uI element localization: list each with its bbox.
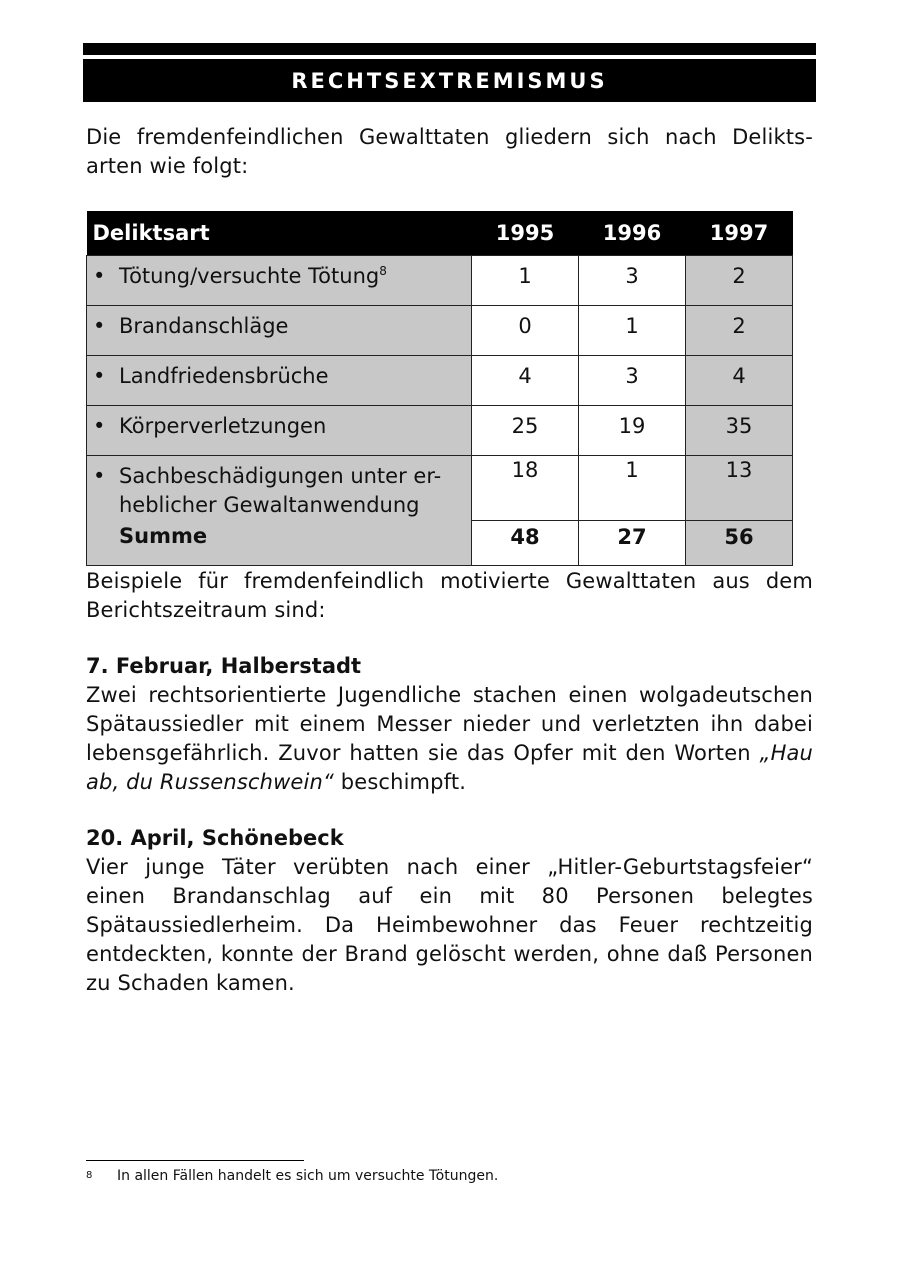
bullet: • <box>93 464 106 488</box>
bullet: • <box>93 314 106 338</box>
cell-1995: 0 <box>472 306 579 356</box>
cell-1995: 1 <box>472 256 579 306</box>
header-top-rule <box>83 43 816 55</box>
sum-1997: 56 <box>686 520 793 565</box>
column-header-offense-type: Deliktsart <box>87 211 472 256</box>
row-label-cell <box>87 256 472 306</box>
bullet: • <box>93 264 106 288</box>
row-label: Brandanschläge <box>119 314 289 338</box>
incident-quote: „Hau ab, du Russenschwein“ <box>86 741 813 794</box>
row-label: Landfriedensbrüche <box>119 364 329 388</box>
row-label-line-2: heblicher Gewaltanwendung <box>119 493 420 517</box>
cell-1996: 1 <box>579 306 686 356</box>
cell-1995: 18 <box>472 456 579 521</box>
row-label-cell <box>87 306 472 356</box>
incident-text <box>86 681 813 797</box>
cell-1995: 4 <box>472 356 579 406</box>
cell-1997: 2 <box>686 256 793 306</box>
row-label-cell <box>87 406 472 456</box>
row-label-cell <box>87 456 472 521</box>
footnote <box>86 1166 498 1186</box>
row-label: Körperverletzungen <box>119 414 327 438</box>
incident-title: 20. April, Schönebeck <box>86 826 344 850</box>
section-header-title: RECHTSEXTREMISMUS <box>291 68 608 93</box>
row-label-cell <box>87 356 472 406</box>
bullet: • <box>93 414 106 438</box>
sum-label: Summe <box>87 520 472 565</box>
column-header-1995: 1995 <box>472 211 579 256</box>
incident-title: 7. Februar, Halberstadt <box>86 654 362 678</box>
incident-text-main: Zwei rechtsorientierte Jugendliche stachen einen wolgadeutschen Spätaussiedler mit einem Messer nieder und verletzten ihn dabei lebensgefährlich. Zuvor hatten sie das Opfer mit den Worten <box>86 683 813 765</box>
cell-1997: 4 <box>686 356 793 406</box>
cell-1997: 2 <box>686 306 793 356</box>
table-row <box>87 456 793 521</box>
cell-1995: 25 <box>472 406 579 456</box>
table-row <box>87 406 793 456</box>
table-row <box>87 256 793 306</box>
sum-1996: 27 <box>579 520 686 565</box>
examples-intro-paragraph: Beispiele für fremdenfeindlich motivierte Gewalttaten aus dem Berichtszeitraum sind: <box>86 569 813 622</box>
footnote-rule <box>86 1160 304 1161</box>
section-header <box>83 59 816 102</box>
table-header-row <box>87 211 793 256</box>
table-row <box>87 356 793 406</box>
column-header-1996: 1996 <box>579 211 686 256</box>
incident-text-after: beschimpft. <box>333 770 467 794</box>
row-label-line-1: Sachbeschädigungen unter er- <box>119 464 442 488</box>
cell-1996: 3 <box>579 256 686 306</box>
cell-1997: 35 <box>686 406 793 456</box>
footnote-number: 8 <box>86 1170 93 1181</box>
table-sum-row <box>87 520 793 565</box>
intro-paragraph: Die fremdenfeindlichen Gewalttaten gliedern sich nach Delikts-arten wie folgt: <box>86 125 813 178</box>
column-header-1997: 1997 <box>686 211 793 256</box>
cell-1996: 3 <box>579 356 686 406</box>
table-row <box>87 306 793 356</box>
footnote-ref: 8 <box>379 264 387 278</box>
cell-1996: 19 <box>579 406 686 456</box>
row-label: Tötung/versuchte Tötung <box>119 264 380 288</box>
sum-1995: 48 <box>472 520 579 565</box>
offense-table <box>86 211 793 566</box>
cell-1997: 13 <box>686 456 793 521</box>
footnote-text: In allen Fällen handelt es sich um versuchte Tötungen. <box>117 1168 499 1184</box>
incident-text: Vier junge Täter verübten nach einer „Hitler-Geburtstagsfeier“ einen Brandanschlag auf ein mit 80 Personen belegtes Spätaussiedlerheim. Da Heimbewohner das Feuer rechtzeitig entdeckten, konnte der Brand gelöscht werden, ohne daß Personen zu Schaden kamen. <box>86 855 813 995</box>
cell-1996: 1 <box>579 456 686 521</box>
bullet: • <box>93 364 106 388</box>
